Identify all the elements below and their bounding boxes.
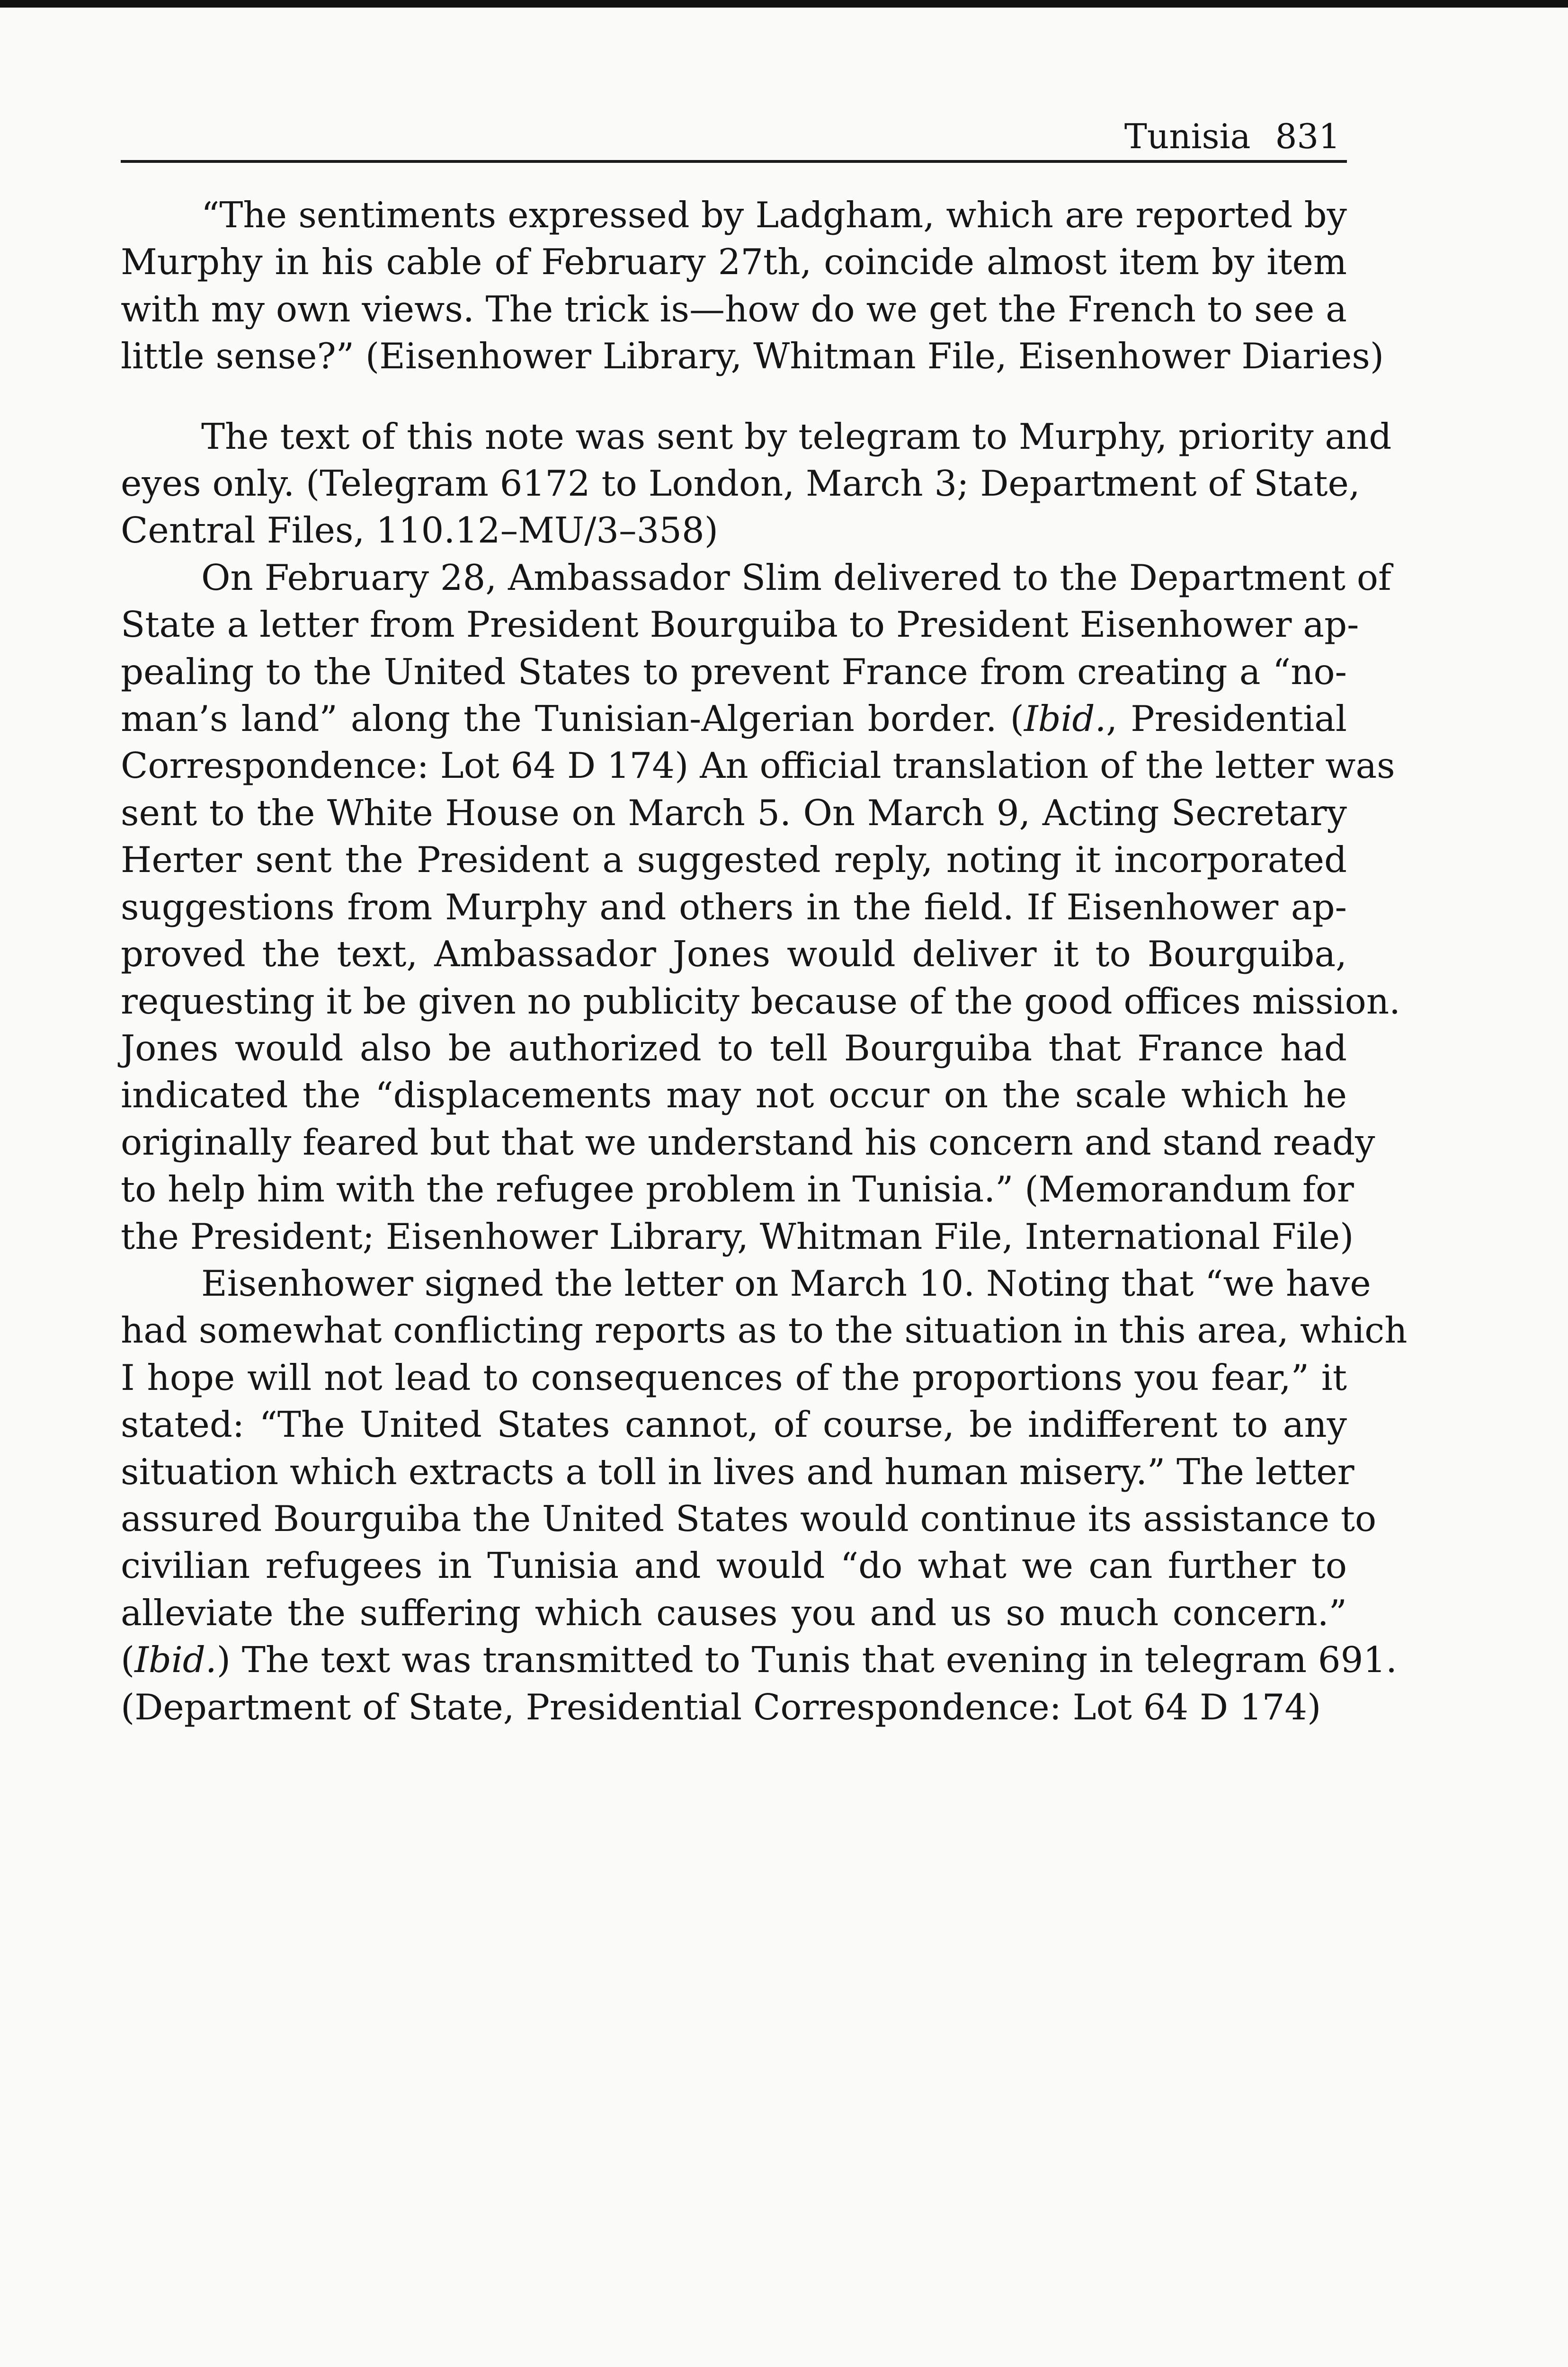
text-line: civilian refugees in Tunisia and would “do what we can further to [121,1545,1347,1587]
page-number: 831 [1275,116,1340,156]
running-head [121,98,1347,163]
text-line: I hope will not lead to consequences of the proportions you fear,” it [121,1356,1347,1398]
text-line-part: , Presidential [1106,698,1347,740]
text-line: Murphy in his cable of February 27th, coincide almost item by item [121,241,1347,283]
text-line: the President; Eisenhower Library, Whitman File, International File) [121,1215,1354,1257]
text-line: Jones would also be authorized to tell Bourguiba that France had [121,1027,1347,1069]
text-line: pealing to the United States to prevent France from creating a “no- [121,650,1347,693]
text-line: sent to the White House on March 5. On March 9, Acting Secretary [121,792,1347,834]
text-line: originally feared but that we understand his concern and stand ready [121,1121,1375,1163]
text-line: Herter sent the President a suggested reply, noting it incorporated [121,839,1347,881]
text-line-part: man’s land” along the Tunisian-Algerian border. ( [121,698,1024,740]
text-line-part: ( [121,1639,135,1681]
text-line: requesting it be given no publicity because of the good offices mission. [121,980,1400,1022]
text-line: situation which extracts a toll in lives and human misery.” The letter [121,1450,1354,1493]
text-line: little sense?” (Eisenhower Library, Whitman File, Eisenhower Diaries) [121,335,1384,377]
text-line: Eisenhower signed the letter on March 10. Noting that “we have [201,1262,1371,1304]
running-head-title: Tunisia [1124,116,1251,156]
text-line: to help him with the refugee problem in Tunisia.” (Memorandum for [121,1168,1354,1210]
text-line: indicated the “displacements may not occur on the scale which he [121,1074,1347,1116]
text-line: The text of this note was sent by telegram to Murphy, priority and [201,415,1392,457]
paragraph-gap [121,380,1347,413]
text-line: eyes only. (Telegram 6172 to London, March 3; Department of State, [121,463,1360,505]
text-line: Correspondence: Lot 64 D 174) An official translation of the letter was [121,745,1395,787]
text-line [121,695,1347,742]
paragraph-telegram-note [121,413,1392,554]
text-line: alleviate the suffering which causes you and us so much concern.” [121,1592,1347,1634]
text-line-part: ) The text was transmitted to Tunis that evening in telegram 691. [216,1639,1397,1681]
paragraph-quote [121,192,1384,380]
ibid-reference: Ibid. [1024,698,1106,740]
ibid-reference: Ibid. [134,1639,217,1681]
text-line: suggestions from Murphy and others in the field. If Eisenhower ap- [121,886,1347,928]
page-top-edge [0,0,1568,8]
text-line: assured Bourguiba the United States would continue its assistance to [121,1497,1377,1539]
text-line: “The sentiments expressed by Ladgham, which are reported by [201,194,1347,236]
text-line: stated: “The United States cannot, of course, be indifferent to any [121,1404,1347,1446]
text-line: State a letter from President Bourguiba to President Eisenhower ap- [121,604,1359,646]
text-line: On February 28, Ambassador Slim delivered to the Department of [201,556,1391,598]
text-line: with my own views. The trick is—how do we get the French to see a [121,288,1347,330]
running-head-text [1124,117,1340,155]
body-text [121,192,1408,1731]
text-line: (Department of State, Presidential Correspondence: Lot 64 D 174) [121,1686,1321,1728]
paragraph-eisenhower-reply [121,1260,1408,1731]
text-line [121,1637,1397,1683]
paragraph-bourguiba-letter [121,554,1400,1260]
text-line: had somewhat conflicting reports as to the situation in this area, which [121,1309,1408,1352]
text-line: proved the text, Ambassador Jones would deliver it to Bourguiba, [121,933,1347,975]
text-line: Central Files, 110.12–MU/3–358) [121,509,718,552]
